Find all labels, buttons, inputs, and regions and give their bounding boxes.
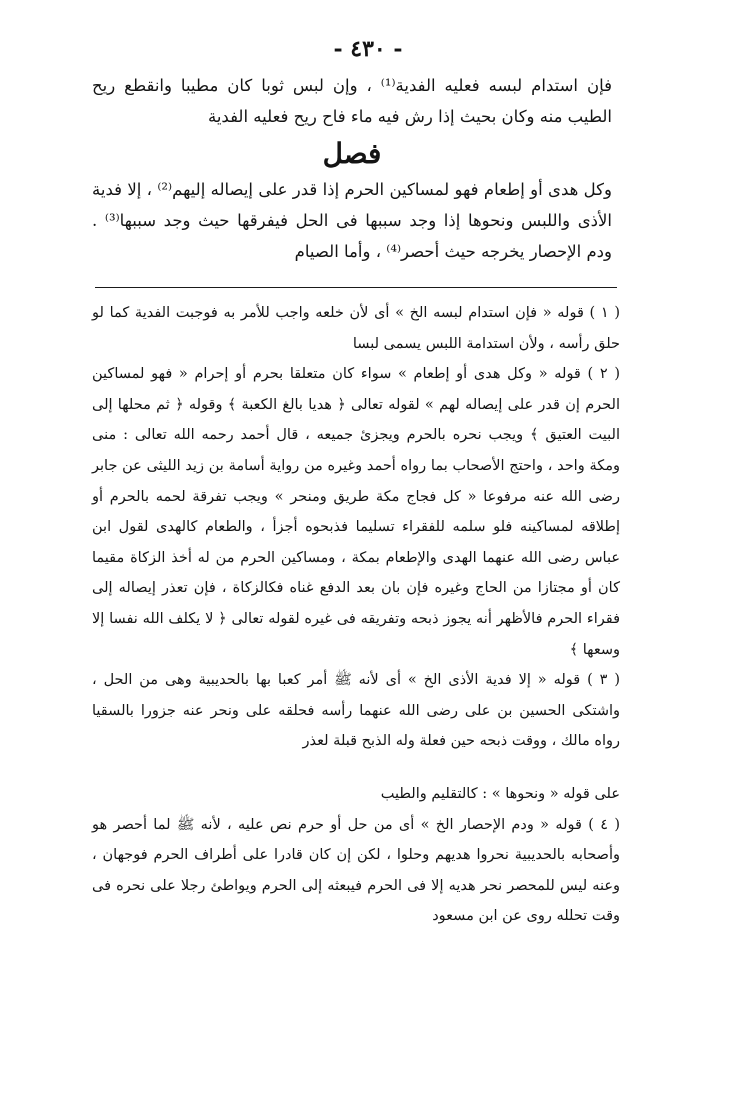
footnote-divider bbox=[95, 287, 617, 288]
section-heading: فصل bbox=[322, 137, 382, 170]
footnote-1: ( ١ ) قوله « فإن استدام لبسه الخ » أى لأن خلعه واجب للأمر به فوجبت الفدية كما لو حلق رأسه ، ولأن استدامة اللبس يسمى لبسا bbox=[92, 305, 620, 352]
main-text bbox=[92, 70, 612, 267]
main-paragraph-2: وكل هدى أو إطعام فهو لمساكين الحرم إذا قدر على إيصاله إليهم⁽²⁾ ، إلا فدية الأذى واللبس ونحوها إذا وجد سببها فى الحل فيفرقها حيث وجد سببها⁽³⁾ . ودم الإحصار يخرجه حيث أحصر⁽⁴⁾ ، وأما الصيام bbox=[92, 180, 613, 261]
footnotes bbox=[92, 298, 620, 932]
main-paragraph-1: فإن استدام لبسه فعليه الفدية⁽¹⁾ ، وإن لبس ثوبا كان مطيبا وانقطع ريح الطيب منه وكان بحيث إذا رش فيه ماء فاح ريح فعليه الفدية bbox=[92, 76, 612, 126]
footnote-3-addendum: على قوله « ونحوها » : كالتقليم والطيب bbox=[380, 785, 620, 802]
footnote-2: ( ٢ ) قوله « وكل هدى أو إطعام » سواء كان متعلقا بحرم أو إحرام « فهو لمساكين الحرم إن قدر على إيصاله لهم » لقوله تعالى ﴿ هديا بالغ الكعبة ﴾ وقوله ﴿ ثم محلها إلى البيت العتيق ﴾ ويجب نحره بالحرم ويجزئ جميعه ، قال أحمد رحمه الله تعالى : منى ومكة واحد ، واحتج الأصحاب بما رواه أحمد وغيره من رواية أسامة بن زيد الليثى عن جابر رضى الله عنه مرفوعا « كل فجاج مكة طريق ومنحر » ويجب تفرقة لحمه بالحرم أو إطلاقه لمساكينه فلو سلمه للفقراء تسليما فذبحوه أجزأ ، والطعام كالهدى لقول ابن عباس رضى الله عنهما الهدى والإطعام بمكة ، ومساكين الحرم من له أخذ الزكاة مقيما كان أو مجتازا من الحاج وغيره فإن بان بعد الدفع غناه فكالزكاة ، فإن تعذر إيصاله إلى فقراء الحرم فالأظهر أنه يجوز ذبحه وتفريقه فى غيره لقوله تعالى ﴿ لا يكلف الله نفسا إلا وسعها ﴾ bbox=[92, 366, 620, 658]
footnote-3: ( ٣ ) قوله « إلا فدية الأذى الخ » أى لأنه ﷺ أمر كعبا بها بالحديبية وهى من الحل ، واشتكى الحسين بن على رضى الله عنهما رأسه فحلقه على ونحر عنه جزورا بالسقيا رواه مالك ، ووقت ذبحه حين فعلة وله الذبح قبلة لعذر bbox=[92, 672, 620, 750]
footnote-4: ( ٤ ) قوله « ودم الإحصار الخ » أى من حل أو حرم نص عليه ، لأنه ﷺ لما أحصر هو وأصحابه بالحديبية نحروا هديهم وحلوا ، لكن إن كان قادرا على أطراف الحرم فوجهان ، وعنه ليس للمحصر نحر هديه إلا فى الحرم فيبعثه إلى الحرم ويواطئ رجلا على نحره فى وقت تحلله روى عن ابن مسعود bbox=[92, 816, 620, 925]
page-number: - ٤٣٠ - bbox=[333, 36, 403, 62]
